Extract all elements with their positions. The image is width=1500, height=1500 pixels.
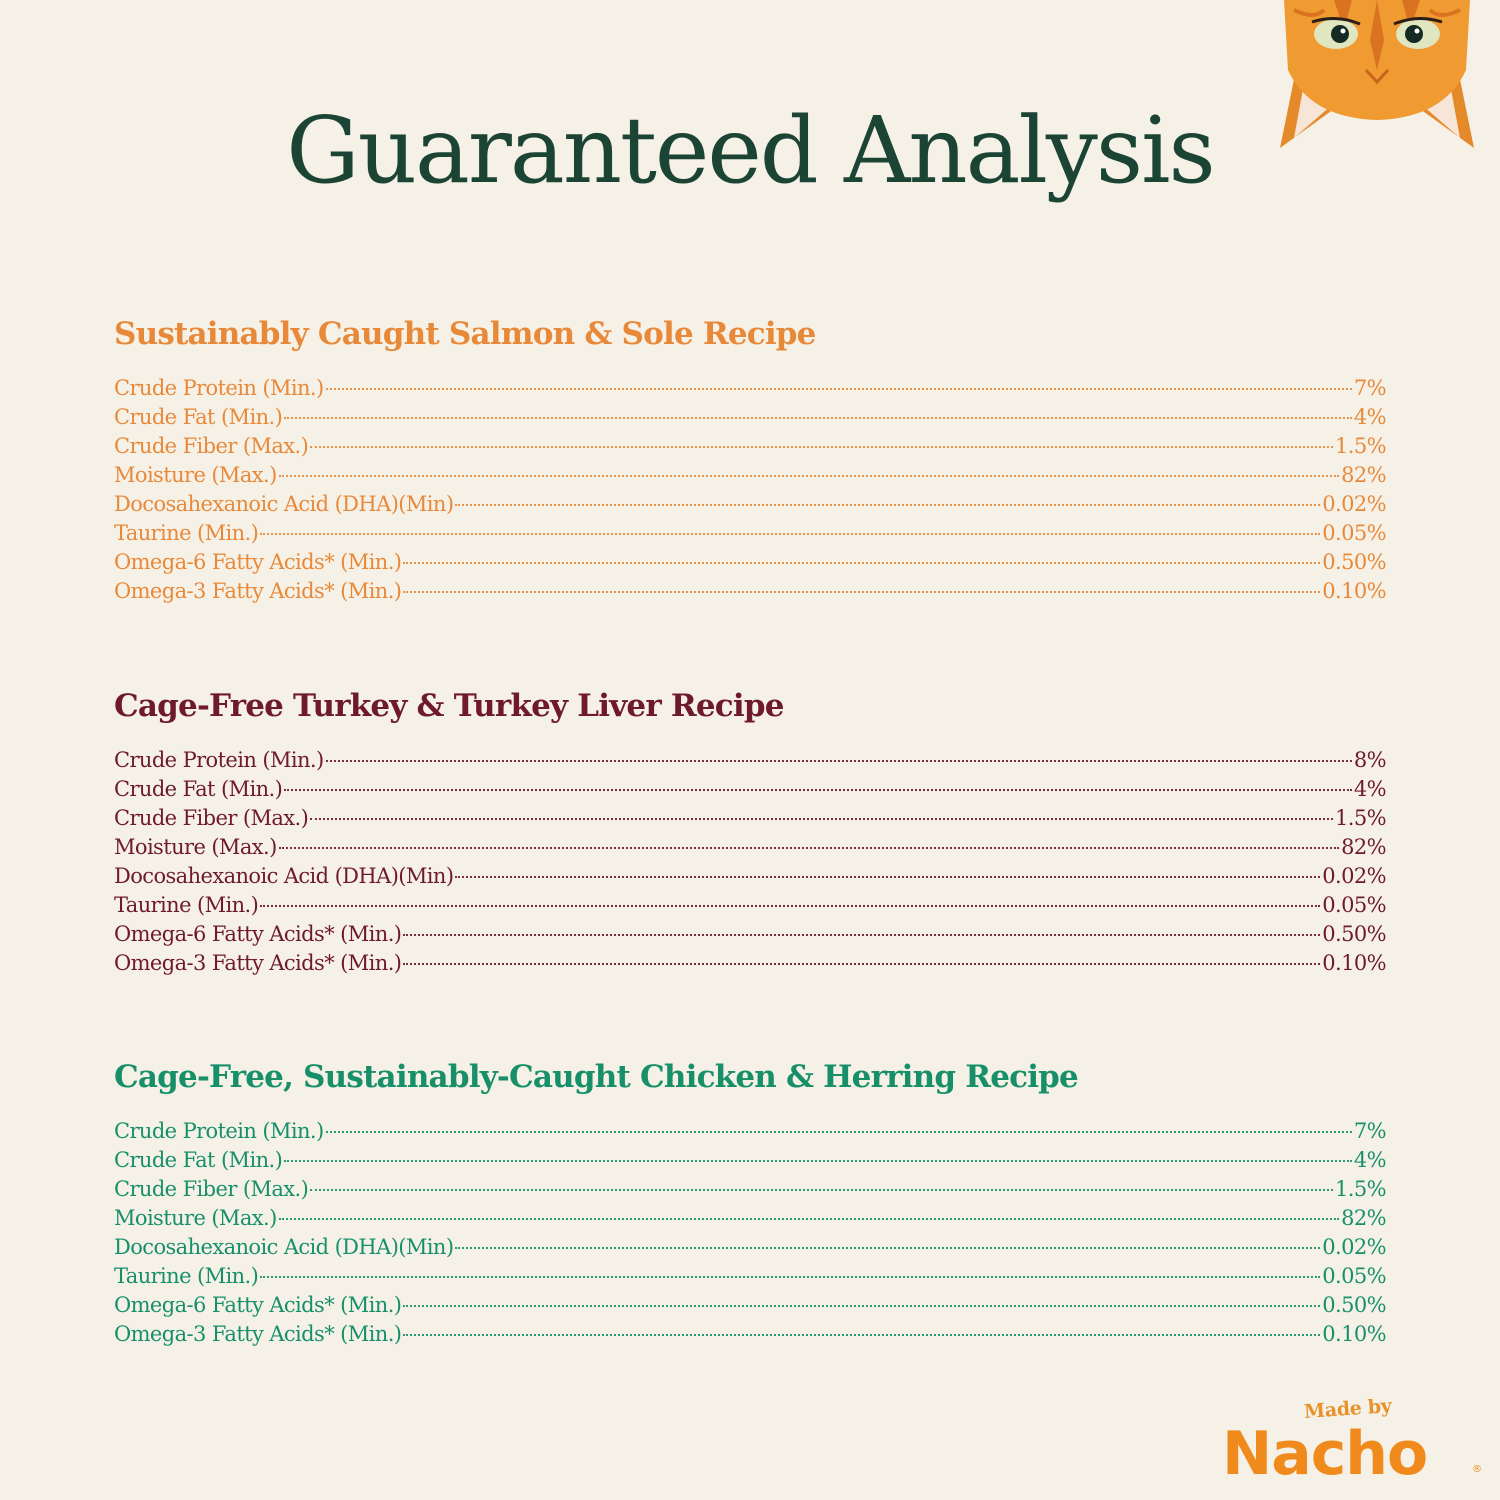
nutrient-value: 82% — [1341, 1206, 1386, 1230]
dot-leader — [403, 963, 1320, 965]
analysis-row — [114, 1291, 1386, 1320]
analysis-row — [114, 1320, 1386, 1349]
nutrient-label: Moisture (Max.) — [114, 1206, 277, 1230]
dot-leader — [403, 934, 1320, 936]
nutrient-label: Crude Protein (Min.) — [114, 376, 324, 400]
nutrient-value: 0.02% — [1322, 492, 1386, 516]
dot-leader — [284, 1160, 1352, 1162]
dot-leader — [310, 446, 1333, 448]
nutrient-value: 0.05% — [1322, 1264, 1386, 1288]
analysis-row — [114, 1233, 1386, 1262]
analysis-row — [114, 775, 1386, 804]
brand-logo — [1222, 1394, 1484, 1489]
nutrient-label: Crude Fiber (Max.) — [114, 806, 309, 830]
dot-leader — [279, 1218, 1339, 1220]
nutrient-value: 0.10% — [1322, 579, 1386, 603]
analysis-row — [114, 746, 1386, 775]
nutrient-value: 7% — [1353, 376, 1386, 400]
dot-leader — [279, 847, 1339, 849]
recipe-section-turkey-liver — [114, 686, 1386, 978]
dot-leader — [310, 818, 1333, 820]
analysis-list — [114, 1117, 1386, 1349]
nutrient-value: 4% — [1353, 405, 1386, 429]
analysis-row — [114, 1262, 1386, 1291]
nutrient-value: 0.02% — [1322, 864, 1386, 888]
nutrient-value: 82% — [1341, 835, 1386, 859]
dot-leader — [284, 417, 1352, 419]
nutrient-value: 1.5% — [1335, 434, 1386, 458]
recipe-title: Cage-Free, Sustainably-Caught Chicken & Herring Recipe — [114, 1059, 1078, 1095]
dot-leader — [260, 905, 1320, 907]
nutrient-value: 1.5% — [1335, 806, 1386, 830]
nutrient-value: 0.50% — [1322, 922, 1386, 946]
dot-leader — [455, 504, 1320, 506]
nutrient-label: Omega-6 Fatty Acids* (Min.) — [114, 1293, 402, 1317]
dot-leader — [260, 1276, 1320, 1278]
analysis-row — [114, 891, 1386, 920]
analysis-row — [114, 577, 1386, 606]
nutrient-label: Crude Fat (Min.) — [114, 1148, 283, 1172]
nutrient-value: 4% — [1353, 1148, 1386, 1172]
nutrient-value: 8% — [1353, 748, 1386, 772]
nutrient-label: Crude Fat (Min.) — [114, 777, 283, 801]
analysis-row — [114, 461, 1386, 490]
nutrient-label: Taurine (Min.) — [114, 521, 259, 545]
nutrient-value: 0.10% — [1322, 951, 1386, 975]
analysis-row — [114, 920, 1386, 949]
dot-leader — [326, 760, 1352, 762]
nutrient-label: Omega-3 Fatty Acids* (Min.) — [114, 579, 402, 603]
nutrient-label: Crude Fiber (Max.) — [114, 434, 309, 458]
dot-leader — [279, 475, 1339, 477]
nutrient-value: 1.5% — [1335, 1177, 1386, 1201]
nutrient-value: 0.05% — [1322, 893, 1386, 917]
nutrient-label: Omega-3 Fatty Acids* (Min.) — [114, 1322, 402, 1346]
analysis-row — [114, 833, 1386, 862]
nutrient-label: Omega-6 Fatty Acids* (Min.) — [114, 550, 402, 574]
recipe-section-chicken-herring — [114, 1057, 1386, 1349]
nutrient-label: Crude Fiber (Max.) — [114, 1177, 309, 1201]
nutrient-label: Moisture (Max.) — [114, 835, 277, 859]
nutrient-value: 82% — [1341, 463, 1386, 487]
dot-leader — [326, 1131, 1352, 1133]
nutrient-value: 4% — [1353, 777, 1386, 801]
dot-leader — [310, 1189, 1333, 1191]
nutrient-value: 0.50% — [1322, 550, 1386, 574]
analysis-row — [114, 804, 1386, 833]
analysis-row — [114, 1175, 1386, 1204]
nutrient-label: Docosahexanoic Acid (DHA)(Min) — [114, 492, 454, 516]
made-by-text: Made by — [1303, 1394, 1393, 1424]
analysis-row — [114, 1204, 1386, 1233]
analysis-row — [114, 1146, 1386, 1175]
analysis-row — [114, 490, 1386, 519]
dot-leader — [403, 591, 1320, 593]
nutrient-value: 0.02% — [1322, 1235, 1386, 1259]
recipe-title: Sustainably Caught Salmon & Sole Recipe — [114, 316, 816, 352]
nutrient-value: 0.10% — [1322, 1322, 1386, 1346]
dot-leader — [403, 562, 1320, 564]
dot-leader — [284, 789, 1352, 791]
analysis-row — [114, 1117, 1386, 1146]
nutrient-label: Omega-3 Fatty Acids* (Min.) — [114, 951, 402, 975]
dot-leader — [403, 1305, 1320, 1307]
nutrient-label: Moisture (Max.) — [114, 463, 277, 487]
analysis-row — [114, 403, 1386, 432]
page-title: Guaranteed Analysis — [286, 97, 1214, 204]
brand-name: Nacho — [1222, 1419, 1428, 1489]
recipe-section-salmon-sole — [114, 314, 1386, 606]
analysis-row — [114, 519, 1386, 548]
nutrient-label: Crude Fat (Min.) — [114, 405, 283, 429]
dot-leader — [455, 1247, 1320, 1249]
nutrient-value: 7% — [1353, 1119, 1386, 1143]
dot-leader — [455, 876, 1320, 878]
nutrient-label: Taurine (Min.) — [114, 1264, 259, 1288]
analysis-list — [114, 746, 1386, 978]
nutrient-label: Docosahexanoic Acid (DHA)(Min) — [114, 864, 454, 888]
nutrient-label: Omega-6 Fatty Acids* (Min.) — [114, 922, 402, 946]
analysis-row — [114, 949, 1386, 978]
nutrient-label: Crude Protein (Min.) — [114, 1119, 324, 1143]
dot-leader — [326, 388, 1352, 390]
analysis-row — [114, 862, 1386, 891]
nutrient-label: Taurine (Min.) — [114, 893, 259, 917]
dot-leader — [403, 1334, 1320, 1336]
dot-leader — [260, 533, 1320, 535]
nutrient-value: 0.05% — [1322, 521, 1386, 545]
nutrient-value: 0.50% — [1322, 1293, 1386, 1317]
nutrient-label: Crude Protein (Min.) — [114, 748, 324, 772]
nutrient-label: Docosahexanoic Acid (DHA)(Min) — [114, 1235, 454, 1259]
recipe-title: Cage-Free Turkey & Turkey Liver Recipe — [114, 688, 784, 724]
analysis-row — [114, 432, 1386, 461]
analysis-list — [114, 374, 1386, 606]
analysis-row — [114, 548, 1386, 577]
analysis-row — [114, 374, 1386, 403]
registered-mark: ® — [1472, 1464, 1482, 1475]
